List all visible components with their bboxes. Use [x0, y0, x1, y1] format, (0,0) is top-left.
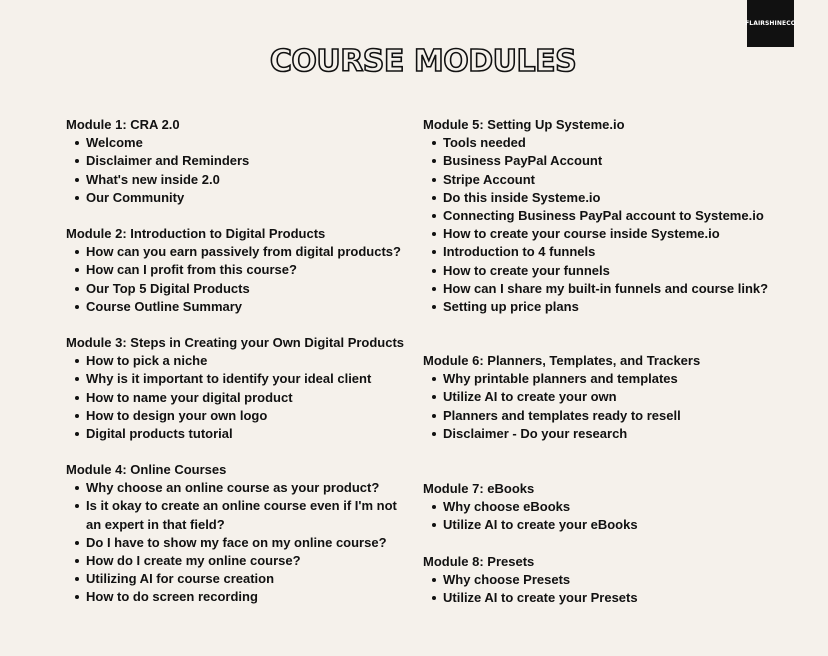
list-item — [423, 243, 768, 261]
bullet-icon — [432, 377, 436, 381]
bullet-icon — [432, 159, 436, 163]
list-item-label: Our Top 5 Digital Products — [86, 280, 250, 296]
bullet-icon — [432, 523, 436, 527]
bullet-icon — [75, 504, 79, 508]
list-item — [66, 588, 397, 606]
list-item — [423, 407, 700, 425]
list-item-label: Why printable planners and templates — [443, 371, 678, 387]
list-item-label: Do I have to show my face on my online course? — [86, 534, 387, 550]
module-2-list — [66, 243, 401, 316]
bullet-icon — [75, 432, 79, 436]
bullet-icon — [75, 414, 79, 418]
module-7-title: Module 7: eBooks — [423, 481, 535, 496]
list-item-label: How can I profit from this course? — [86, 262, 297, 278]
module-8 — [423, 553, 638, 608]
list-item-label: Is it okay to create an online course even if I'm not — [86, 498, 397, 514]
module-6-title: Module 6: Planners, Templates, and Trackers — [423, 353, 701, 368]
list-item — [66, 389, 404, 407]
bullet-icon — [432, 232, 436, 236]
brand-logo — [747, 0, 794, 47]
bullet-icon — [75, 377, 79, 381]
bullet-icon — [432, 414, 436, 418]
bullet-icon — [432, 196, 436, 200]
list-item-label: Utilize AI to create your eBooks — [443, 517, 638, 533]
bullet-icon — [75, 305, 79, 309]
list-item — [423, 262, 768, 280]
bullet-icon — [432, 178, 436, 182]
bullet-icon — [432, 596, 436, 600]
module-6-list — [423, 370, 700, 443]
list-item-label: Tools needed — [443, 135, 526, 151]
bullet-icon — [75, 359, 79, 363]
list-item — [423, 298, 768, 316]
list-item-label: How to create your funnels — [443, 262, 610, 278]
list-item — [66, 534, 397, 552]
list-item-label: Utilizing AI for course creation — [86, 571, 275, 587]
module-1 — [66, 116, 249, 207]
list-item — [423, 425, 700, 443]
bullet-icon — [75, 268, 79, 272]
bullet-icon — [432, 305, 436, 309]
module-1-list — [66, 134, 249, 207]
list-item-label: Digital products tutorial — [86, 426, 233, 441]
module-7 — [423, 480, 638, 535]
list-item-label: How to create your course inside Systeme.io — [443, 226, 720, 242]
list-item — [66, 152, 249, 170]
brand-logo-text: FLAIRSHINECO — [745, 20, 796, 27]
list-item — [66, 407, 404, 425]
module-4 — [66, 461, 397, 607]
list-item-label: Connecting Business PayPal account to Systeme.io — [443, 208, 764, 223]
list-item — [423, 280, 768, 298]
list-item-label: Course Outline Summary — [86, 298, 243, 314]
list-item — [423, 516, 638, 534]
list-item-label: How to do screen recording — [86, 589, 258, 605]
list-item — [423, 171, 768, 189]
list-item — [423, 370, 700, 388]
list-item-label: How to pick a niche — [86, 353, 208, 369]
bullet-icon — [75, 159, 79, 163]
bullet-icon — [75, 178, 79, 182]
list-item — [66, 370, 404, 388]
list-item — [423, 207, 768, 225]
bullet-icon — [432, 432, 436, 436]
list-item-label: Why choose eBooks — [443, 499, 571, 515]
list-item-label: Setting up price plans — [443, 299, 579, 315]
bullet-icon — [432, 250, 436, 254]
list-item-label: Disclaimer and Reminders — [86, 153, 250, 169]
list-item-label: an expert in that field? — [86, 516, 225, 532]
list-item-label: Why choose an online course as your product? — [86, 480, 380, 496]
module-5-list — [423, 134, 768, 316]
bullet-icon — [75, 541, 79, 545]
module-2 — [66, 225, 401, 316]
bullet-icon — [432, 214, 436, 218]
list-item — [66, 261, 401, 279]
module-6 — [423, 352, 700, 443]
list-item-label: Business PayPal Account — [443, 153, 603, 169]
list-item — [423, 498, 638, 516]
list-item — [66, 189, 249, 207]
module-4-title: Module 4: Online Courses — [66, 462, 227, 477]
list-item-label: Our Community — [86, 189, 185, 205]
list-item — [66, 280, 401, 298]
bullet-icon — [75, 577, 79, 581]
list-item — [423, 589, 638, 607]
bullet-icon — [75, 396, 79, 400]
list-item-label: Disclaimer - Do your research — [443, 425, 628, 441]
list-item — [66, 352, 404, 370]
list-item — [66, 171, 249, 189]
list-item — [66, 298, 401, 316]
list-item-label: Utilize AI to create your Presets — [443, 590, 638, 606]
module-3 — [66, 334, 404, 443]
list-item — [423, 152, 768, 170]
page-title: COURSE MODULES — [269, 44, 577, 79]
list-item — [423, 571, 638, 589]
list-item — [423, 225, 768, 243]
bullet-icon — [75, 595, 79, 599]
bullet-icon — [432, 141, 436, 145]
list-item-label: How to name your digital product — [86, 389, 293, 405]
list-item-label: Why choose Presets — [443, 572, 571, 588]
bullet-icon — [75, 486, 79, 490]
list-item — [66, 570, 397, 588]
list-item — [66, 134, 249, 152]
list-item-label: Stripe Account — [443, 171, 535, 187]
list-item-label: Do this inside Systeme.io — [443, 189, 601, 205]
list-item-continuation — [66, 516, 397, 534]
module-7-list — [423, 498, 638, 534]
module-5-title: Module 5: Setting Up Systeme.io — [423, 117, 625, 132]
list-item — [66, 479, 397, 497]
list-item — [423, 388, 700, 406]
module-5 — [423, 116, 768, 316]
module-2-title: Module 2: Introduction to Digital Products — [66, 226, 326, 241]
list-item — [66, 552, 397, 570]
list-item — [66, 425, 404, 443]
module-3-list — [66, 352, 404, 443]
bullet-icon — [432, 505, 436, 509]
module-3-title: Module 3: Steps in Creating your Own Digital Products — [66, 335, 405, 350]
bullet-icon — [75, 287, 79, 291]
list-item-label: Planners and templates ready to resell — [443, 407, 681, 423]
list-item-label: How to design your own logo — [86, 407, 268, 423]
bullet-icon — [75, 141, 79, 145]
list-item-label: How do I create my online course? — [86, 553, 301, 568]
list-item — [66, 243, 401, 261]
module-8-title: Module 8: Presets — [423, 554, 535, 569]
list-item-label: Why is it important to identify your ideal client — [86, 371, 372, 387]
module-8-list — [423, 571, 638, 607]
bullet-icon — [75, 559, 79, 563]
bullet-icon — [75, 196, 79, 200]
bullet-icon — [432, 578, 436, 582]
list-item-label: How can you earn passively from digital products? — [86, 244, 401, 260]
bullet-icon — [75, 250, 79, 254]
bullet-icon — [432, 269, 436, 273]
bullet-icon — [432, 287, 436, 291]
list-item-label: What's new inside 2.0 — [86, 171, 220, 187]
list-item-label: Introduction to 4 funnels — [443, 244, 596, 260]
bullet-icon — [432, 395, 436, 399]
list-item-label: How can I share my built-in funnels and course link? — [443, 280, 769, 296]
list-item-label: Utilize AI to create your own — [443, 389, 617, 405]
list-item-label: Welcome — [86, 135, 143, 151]
module-4-list — [66, 479, 397, 606]
module-1-title: Module 1: CRA 2.0 — [66, 117, 180, 132]
list-item — [66, 497, 397, 515]
list-item — [423, 134, 768, 152]
list-item — [423, 189, 768, 207]
